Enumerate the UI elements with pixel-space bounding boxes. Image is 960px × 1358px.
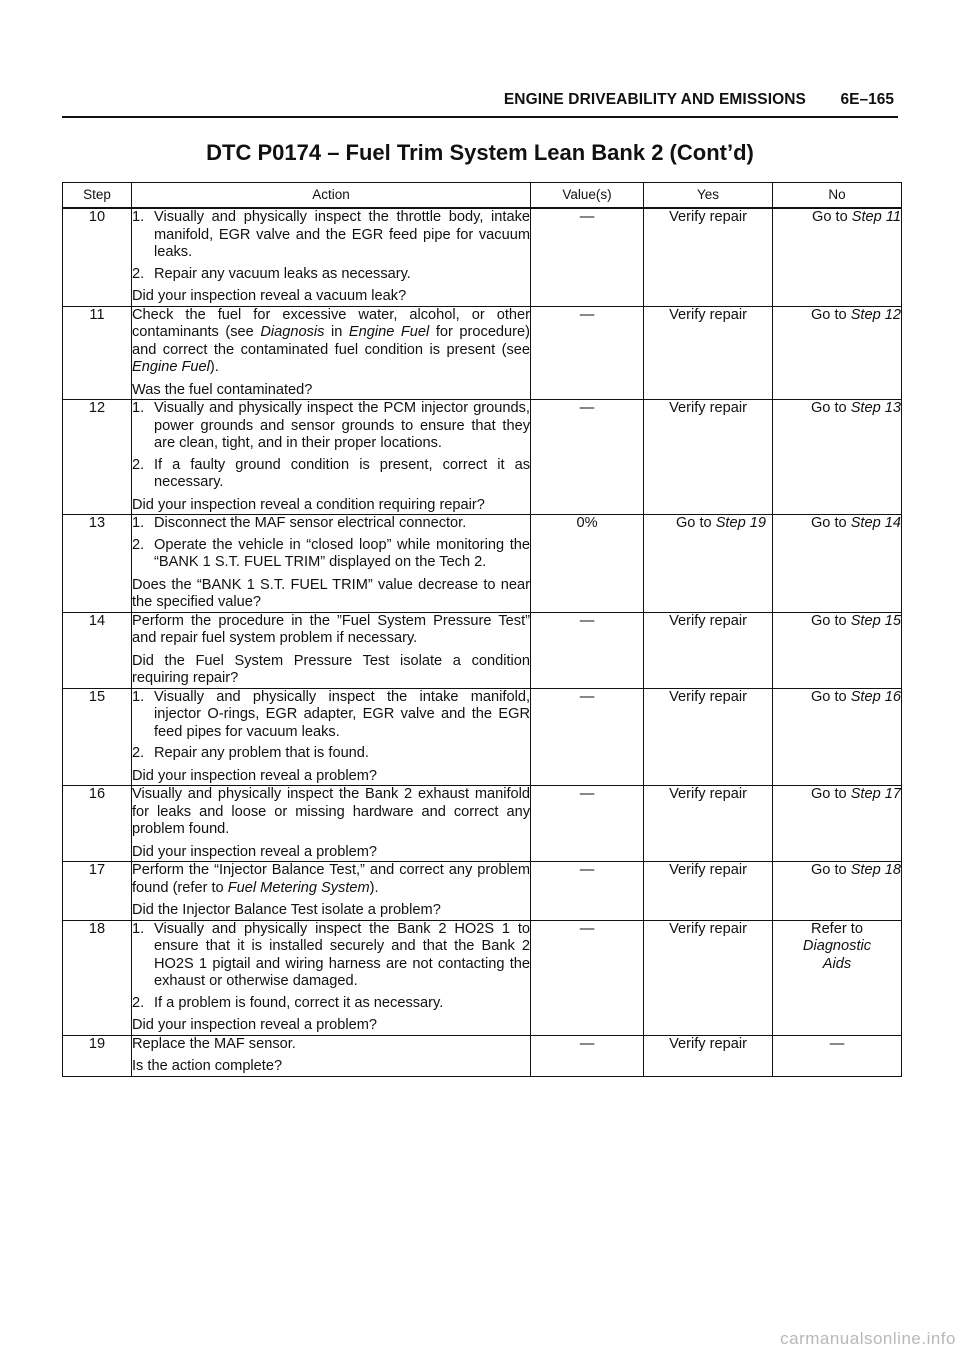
table-row <box>63 688 902 786</box>
action-item <box>132 515 530 533</box>
action-text-part: Replace the MAF sensor. <box>132 1035 296 1052</box>
value-cell: — <box>531 400 644 515</box>
table-row <box>63 208 902 306</box>
item-number: 1. <box>132 688 145 705</box>
action-cell <box>132 786 531 862</box>
yes-cell <box>644 515 773 613</box>
item-text: If a faulty ground condition is present, correct it as necessary. <box>154 456 530 490</box>
action-item <box>132 689 530 742</box>
action-text-part: in <box>324 324 349 340</box>
action-cell <box>132 612 531 688</box>
action-item <box>132 995 530 1013</box>
value-cell: — <box>531 920 644 1035</box>
value-cell: — <box>531 786 644 862</box>
action-question: Did your inspection reveal a problem? <box>132 843 377 860</box>
step-reference: Step 11 <box>851 209 901 225</box>
step-number: 14 <box>63 612 132 688</box>
yes-cell: Verify repair <box>644 612 773 688</box>
goto-prefix: Go to <box>812 209 852 225</box>
step-number: 18 <box>63 920 132 1035</box>
step-reference: Step 13 <box>850 400 901 416</box>
action-question: Did your inspection reveal a problem? <box>132 767 377 784</box>
step-number: 15 <box>63 688 132 786</box>
no-cell <box>773 208 902 306</box>
action-cell <box>132 400 531 515</box>
table-row <box>63 306 902 400</box>
column-header-action: Action <box>132 183 531 209</box>
page-header <box>62 88 898 118</box>
item-text: If a problem is found, correct it as necessary. <box>154 994 444 1011</box>
step-reference: Step 15 <box>850 612 901 629</box>
action-text-part: Check the fuel for excessive water, alcohol, or other contaminants (see <box>132 306 530 340</box>
action-cell <box>132 862 531 921</box>
item-number: 2. <box>132 536 145 553</box>
item-number: 2. <box>132 994 145 1011</box>
table-row <box>63 920 902 1035</box>
table-row <box>63 786 902 862</box>
action-cell <box>132 920 531 1035</box>
item-text: Disconnect the MAF sensor electrical connector. <box>154 515 467 531</box>
reference-link-text: Engine Fuel <box>348 324 430 340</box>
item-text: Operate the vehicle in “closed loop” while monitoring the “BANK 1 S.T. FUEL TRIM” displayed on the Tech 2. <box>154 536 530 570</box>
no-cell <box>773 306 902 400</box>
yes-cell: Verify repair <box>644 400 773 515</box>
step-reference: Step 12 <box>850 306 901 323</box>
action-cell <box>132 1035 531 1076</box>
table-header-row <box>63 183 902 209</box>
action-text <box>132 862 530 897</box>
watermark: carmanualsonline.info <box>780 1329 956 1348</box>
action-question: Did your inspection reveal a problem? <box>132 1017 377 1033</box>
section-title: ENGINE DRIVEABILITY AND EMISSIONS <box>503 91 806 108</box>
item-number: 2. <box>132 456 145 473</box>
yes-cell: Verify repair <box>644 688 773 786</box>
action-text-part: for procedure) and correct the contaminated fuel condition is present (see <box>132 324 531 358</box>
item-text: Repair any problem that is found. <box>154 745 369 761</box>
no-cell <box>773 862 902 921</box>
item-text: Visually and physically inspect the throttle body, intake manifold, EGR valve and the EGR feed pipe for vacuum leaks. <box>154 209 530 260</box>
step-reference: Step 18 <box>850 862 901 878</box>
item-number: 1. <box>132 400 145 416</box>
yes-cell: Verify repair <box>644 786 773 862</box>
refer-line: Refer to <box>811 920 863 937</box>
step-number: 11 <box>63 306 132 400</box>
step-reference: Step 17 <box>850 786 901 802</box>
item-text: Visually and physically inspect the intake manifold, injector O-rings, EGR adapter, EGR valve and the EGR feed pipes for vacuum leaks. <box>154 688 530 740</box>
action-cell <box>132 208 531 306</box>
action-text-part: Perform the procedure in the ”Fuel System Pressure Test” and repair fuel system problem if necessary. <box>132 612 530 646</box>
refer-line: Aids <box>822 955 852 972</box>
yes-cell: Verify repair <box>644 306 773 400</box>
step-reference: Step 14 <box>850 515 901 531</box>
column-header-step: Step <box>63 183 132 209</box>
action-text-part: Visually and physically inspect the Bank 2 exhaust manifold for leaks and loose or missing hardware and correct any problem found. <box>132 786 530 837</box>
reference-link-text: Fuel Metering System <box>227 879 370 896</box>
column-header-no: No <box>773 183 902 209</box>
table-row <box>63 400 902 515</box>
yes-cell: Verify repair <box>644 920 773 1035</box>
action-question: Was the fuel contaminated? <box>132 381 313 398</box>
action-question: Did your inspection reveal a vacuum leak? <box>132 288 407 304</box>
goto-prefix: Go to <box>810 786 851 802</box>
table-row <box>63 862 902 921</box>
action-question: Does the “BANK 1 S.T. FUEL TRIM” value decrease to near the specified value? <box>132 576 530 610</box>
yes-cell: Verify repair <box>644 862 773 921</box>
action-text-part: ). <box>369 879 379 896</box>
item-text: Visually and physically inspect the PCM injector grounds, power grounds and sensor grounds to ensure that they are clean, tight, and in their proper locations. <box>154 400 530 451</box>
action-item <box>132 921 530 991</box>
step-number: 13 <box>63 515 132 613</box>
action-cell <box>132 688 531 786</box>
action-cell <box>132 515 531 613</box>
yes-cell: Verify repair <box>644 208 773 306</box>
no-cell: — <box>773 1035 902 1076</box>
goto-prefix: Go to <box>675 515 716 531</box>
goto-prefix: Go to <box>810 688 851 705</box>
value-cell: — <box>531 862 644 921</box>
reference-link-text: Diagnosis <box>260 324 325 340</box>
action-question: Did the Fuel System Pressure Test isolate a condition requiring repair? <box>132 652 530 686</box>
step-number: 19 <box>63 1035 132 1076</box>
goto-prefix: Go to <box>810 862 851 878</box>
value-cell: — <box>531 688 644 786</box>
no-cell <box>773 515 902 613</box>
item-number: 1. <box>132 515 145 531</box>
no-cell <box>773 786 902 862</box>
value-cell: — <box>531 612 644 688</box>
step-number: 12 <box>63 400 132 515</box>
action-text <box>132 307 530 377</box>
no-cell <box>773 920 902 1035</box>
table-row <box>63 1035 902 1076</box>
reference-link-text: Engine Fuel <box>132 359 210 375</box>
no-cell <box>773 400 902 515</box>
value-cell: 0% <box>531 515 644 613</box>
page-number: 6E–165 <box>840 91 894 108</box>
column-header-values: Value(s) <box>531 183 644 209</box>
goto-prefix: Go to <box>810 400 851 416</box>
no-cell <box>773 612 902 688</box>
table-row <box>63 515 902 613</box>
action-text-part: ). <box>209 359 219 375</box>
value-cell: — <box>531 306 644 400</box>
yes-cell: Verify repair <box>644 1035 773 1076</box>
item-number: 1. <box>132 920 145 937</box>
action-item <box>132 209 530 262</box>
no-cell <box>773 688 902 786</box>
value-cell: — <box>531 208 644 306</box>
action-item <box>132 266 530 284</box>
step-number: 10 <box>63 208 132 306</box>
action-item <box>132 537 530 572</box>
action-item <box>132 745 530 763</box>
step-number: 17 <box>63 862 132 921</box>
action-item <box>132 400 530 453</box>
step-reference: Step 16 <box>850 688 901 705</box>
item-number: 1. <box>132 209 145 225</box>
table-row <box>63 612 902 688</box>
action-text <box>132 613 530 648</box>
action-text <box>132 1036 530 1054</box>
action-item <box>132 457 530 492</box>
action-question: Did the Injector Balance Test isolate a problem? <box>132 902 441 918</box>
action-cell <box>132 306 531 400</box>
action-question: Is the action complete? <box>132 1058 283 1074</box>
item-text: Visually and physically inspect the Bank 2 HO2S 1 to ensure that it is installed securely and that the Bank 2 HO2S 1 pigtail and wiring harness are not contacting the exhaust or otherwise damaged. <box>154 920 530 989</box>
step-number: 16 <box>63 786 132 862</box>
value-cell: — <box>531 1035 644 1076</box>
step-reference: Step 19 <box>715 515 766 531</box>
document-title: DTC P0174 – Fuel Trim System Lean Bank 2 (Cont’d) <box>206 140 754 165</box>
goto-prefix: Go to <box>810 612 851 629</box>
item-number: 2. <box>132 265 145 282</box>
item-text: Repair any vacuum leaks as necessary. <box>154 265 411 282</box>
diagnostic-table <box>62 182 902 1077</box>
table-body <box>63 208 902 1076</box>
goto-prefix: Go to <box>810 306 851 323</box>
action-text-part: Perform the “Injector Balance Test,” and correct any problem found (refer to <box>132 862 530 896</box>
refer-line: Diagnostic <box>802 938 872 954</box>
item-number: 2. <box>132 745 145 761</box>
action-question: Did your inspection reveal a condition requiring repair? <box>132 496 485 513</box>
goto-prefix: Go to <box>810 515 851 531</box>
column-header-yes: Yes <box>644 183 773 209</box>
action-text <box>132 786 530 839</box>
